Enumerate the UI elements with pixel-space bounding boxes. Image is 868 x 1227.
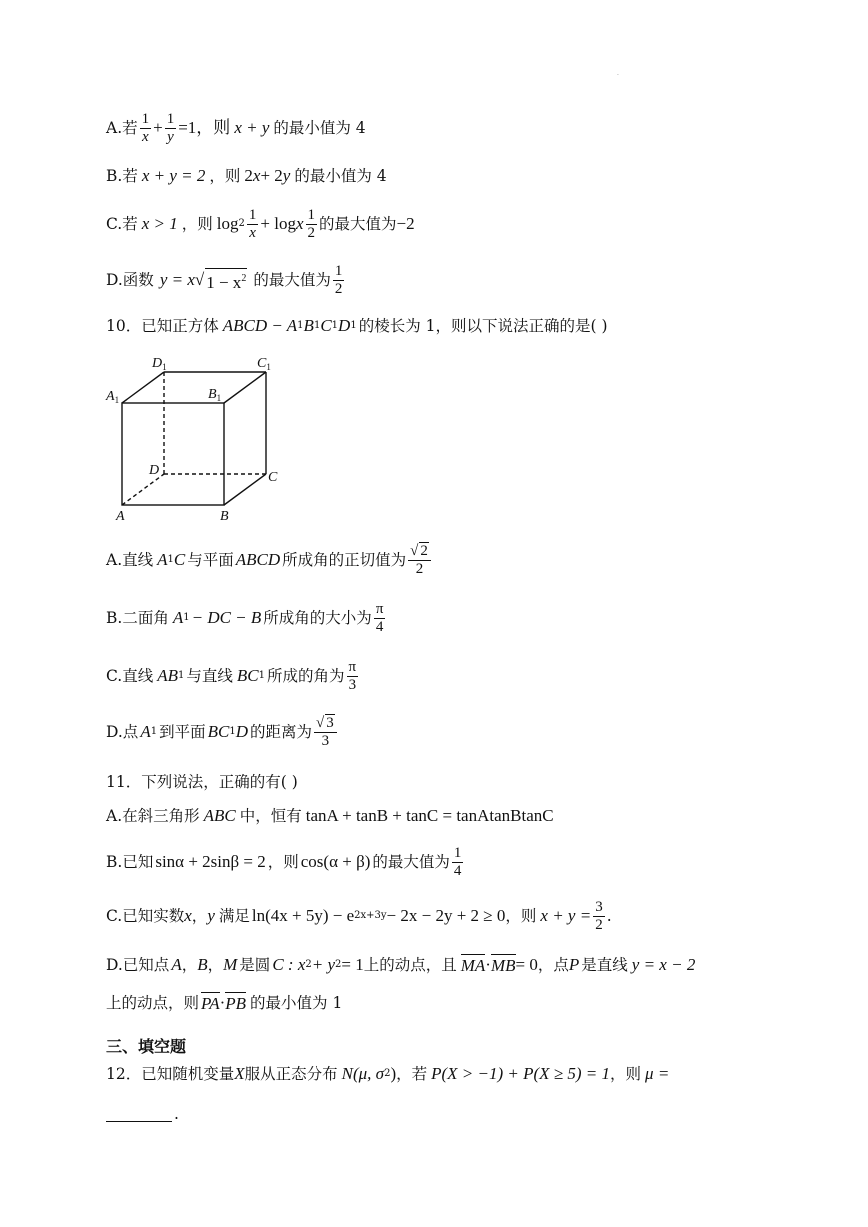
- fraction: $\frac{1}{2}$: [307, 206, 315, 241]
- answer-blank[interactable]: [106, 1107, 172, 1122]
- fraction: $\frac{1}{x}$: [248, 206, 257, 241]
- q10-option-d: D.点 A 1 到平面 BC 1 D 的距离为 $\frac{√ 3}{3}$: [106, 710, 339, 754]
- q10-option-a: A.直线 A 1 C 与平面 ABCD 所成角的正切值为 $\frac{√ 2}{2}$: [106, 538, 433, 582]
- fraction: $\frac{1}{x}$: [141, 110, 150, 145]
- section-heading: 三、填空题: [106, 1037, 187, 1056]
- cube-front-face: [122, 403, 224, 505]
- fraction: $\frac{√ 2}{2}$: [408, 543, 431, 578]
- label-b: B: [220, 509, 229, 524]
- q9-option-a: A.若 $\frac{1}{x}$ + $\frac{1}{y}$ =1，则 x + y 的最小值为 4: [106, 110, 366, 145]
- q9-option-d: D.函数 y = x √ $1 - x^2$ 的最大值为 $\frac{1}{2}$: [106, 262, 343, 297]
- q11-stem: 11．下列说法，正确的有( ): [106, 773, 298, 791]
- q11-option-d: D.已知点 A ， B ， M 是圆 C : x 2 + y 2 = 1 上的动点，且 MA · MB = 0 ，点 P 是直线 y = x − 2: [106, 955, 696, 975]
- label-d: D: [149, 463, 160, 478]
- cube-edge-b1c1: [224, 372, 266, 403]
- q11-option-b: B.已知 sinα + 2sinβ = 2 ，则 cos(α + β) 的最大值为 $\frac{1}{4}$: [106, 844, 462, 879]
- q11-option-c: C.已知实数 x ， y 满足 ln(4x + 5y) − e 2x+3y − 2x − 2y + 2 ≥ 0 ，则 x + y = $\frac{3}{2}$ .: [106, 898, 612, 933]
- q10-stem: 10．已知正方体 ABCD − A 1 B 1 C 1 D 1 的棱长为 1，则以下说法正确的是( ): [106, 316, 608, 335]
- cube-edge-a1d1: [122, 372, 164, 403]
- q11-option-a: A.在斜三角形 ABC 中，恒有 tanA + tanB + tanC = tanAtanBtanC: [106, 806, 554, 825]
- sqrt-radicand: $1 - x^2$: [205, 268, 247, 293]
- q11-option-d-cont: 上的动点，则 PA · PB 的最小值为 1: [106, 993, 343, 1013]
- q12-stem: 12．已知随机变量 X 服从正态分布 N(μ, σ 2 ) ，若 P(X > −1) + P(X ≥ 5) = 1 ，则 μ =: [106, 1064, 670, 1083]
- q9-option-c: C.若 x > 1 ，则 log 2 $\frac{1}{x}$ + log x $\frac{1}{2}$ 的最大值为 −2: [106, 206, 415, 241]
- corner-mark: ·: [617, 72, 619, 79]
- fraction: $\frac{1}{y}$: [166, 110, 175, 145]
- fraction: $\frac{1}{4}$: [453, 844, 462, 879]
- label-c: C: [268, 470, 278, 485]
- label-c1: $C_1$: [257, 356, 271, 372]
- label-d1: $D_1$: [152, 356, 167, 372]
- q10-option-b: B.二面角 A 1 − DC − B 所成角的大小为 $\frac{\pi}{4}$: [106, 600, 384, 635]
- fraction: $\frac{\pi}{3}$: [348, 658, 357, 693]
- q10-option-c: C.直线 AB 1 与直线 BC 1 所成的角为 $\frac{\pi}{3}$: [106, 658, 357, 693]
- q9-option-b: B.若 x + y = 2 ，则 2 x + 2 y 的最小值为 4: [106, 166, 387, 185]
- cube-figure: [100, 350, 290, 528]
- cube-edge-bc: [224, 474, 266, 505]
- fraction: $\frac{\pi}{4}$: [375, 600, 384, 635]
- fraction: $\frac{3}{2}$: [595, 898, 603, 933]
- label-a: A: [116, 509, 125, 524]
- label-b1: $B_1$: [208, 387, 222, 403]
- q12-answer-line: .: [106, 1104, 179, 1124]
- fraction: $\frac{√ 3}{3}$: [314, 715, 337, 750]
- label-a1: $A_1$: [106, 389, 120, 405]
- cube-edge-ad-hidden: [122, 474, 164, 505]
- fraction: $\frac{1}{2}$: [334, 262, 343, 297]
